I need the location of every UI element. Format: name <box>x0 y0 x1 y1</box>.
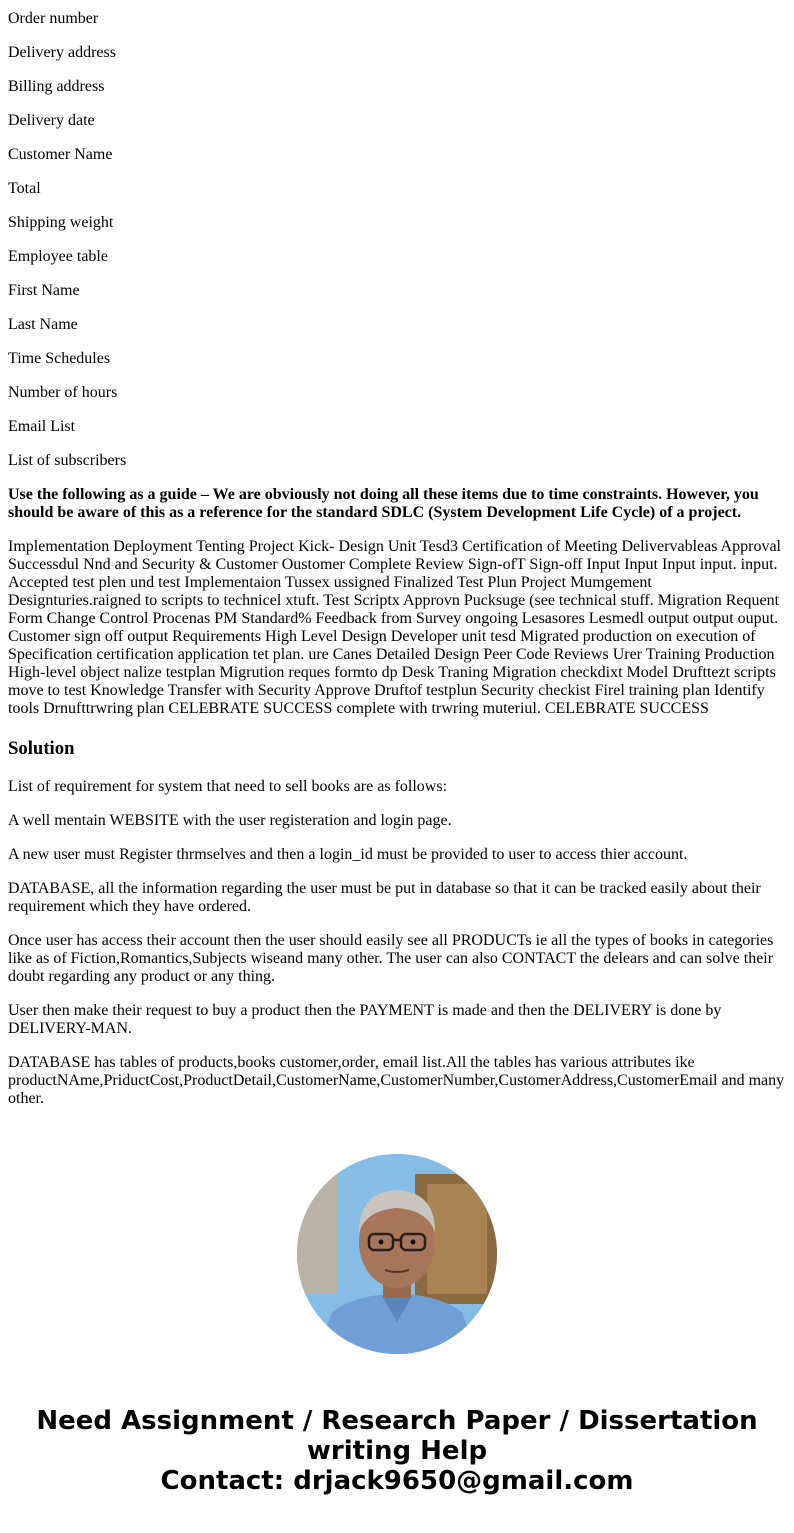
guide-text: Use the following as a guide – We are obviously not doing all these items due to time constraints. However, you should be aware of this as a reference for the standard SDLC (System Development Life Cycle) of a project. <box>8 486 759 521</box>
list-item: Shipping weight <box>8 214 114 231</box>
promo-contact: Contact: drjack9650@gmail.com <box>160 1466 634 1496</box>
person-portrait-icon <box>297 1154 497 1354</box>
sdlc-ocr-paragraph: Implementation Deployment Tenting Project Kick- Design Unit Tesd3 Certification of Meeting Delivervableas Approval Successdul Nnd and Security & Customer Oustomer Complete Review Sign-ofT Sign-off Input Input Input input. input. Accepted test plen und test Implementaion Tussex ussigned Finalized Test Plun Project Mumgement Designturies.raigned to scripts to technicel xtuft. Test Scriptx Approvn Pucksuge (see technical stuff. Migration Requent Form Change Control Procenas PM Standard% Feedback from Survey ongoing Lesasores Lesmedl output output ouput. Customer sign off output Requirements High Level Design Developer unit tesd Migrated production on execution of Specification certification application tet plan. ure Canes Detailed Design Peer Code Reviews Urer Training Production High-level object nalize testplan Migrution reques formto dp Desk Traning Migration checkdixt Model Drufttezt scripts move to test Knowledge Transfer with Security Approve Druftof testplun Security checkist Firel training plan Identify tools Drnufttrwring plan CELEBRATE SUCCESS complete with trwring muteriul. CELEBRATE SUCCESS <box>8 538 781 717</box>
list-item: Email List <box>8 418 76 435</box>
list-item: Total <box>8 180 41 197</box>
list-item: Customer Name <box>8 146 113 163</box>
list-item: Delivery address <box>8 44 116 61</box>
solution-heading: Solution <box>8 738 75 759</box>
solution-paragraph: DATABASE, all the information regarding the user must be put in database so that it can be tracked easily about their requirement which they have ordered. <box>8 880 761 915</box>
solution-paragraph: List of requirement for system that need to sell books are as follows: <box>8 778 448 795</box>
list-item: Order number <box>8 10 99 27</box>
solution-paragraph: A well mentain WEBSITE with the user registeration and login page. <box>8 812 452 829</box>
list-item: Delivery date <box>8 112 95 129</box>
list-item: First Name <box>8 282 80 299</box>
solution-paragraph: Once user has access their account then the user should easily see all PRODUCTs ie all the types of books in categories like as of Fiction,Romantics,Subjects wiseand many other. The user can also CONTACT the delears and can solve their doubt regarding any product or any thing. <box>8 932 774 985</box>
promo-headline: Need Assignment / Research Paper / Dissertation writing Help <box>36 1406 758 1466</box>
document-page <box>0 10 794 1496</box>
avatar-container <box>8 1154 786 1354</box>
list-item: List of subscribers <box>8 452 127 469</box>
solution-paragraph: DATABASE has tables of products,books customer,order, email list.All the tables has various attributes ike productNAme,PriductCost,ProductDetail,CustomerName,CustomerNumber,CustomerAddress,CustomerEmail and many other. <box>8 1054 785 1107</box>
list-item: Number of hours <box>8 384 118 401</box>
requirements-list <box>8 10 786 470</box>
avatar <box>297 1154 497 1354</box>
list-item: Billing address <box>8 78 105 95</box>
list-item: Last Name <box>8 316 78 333</box>
solution-body <box>8 778 786 1108</box>
solution-paragraph: A new user must Register thrmselves and then a login_id must be provided to user to access thier account. <box>8 846 688 863</box>
solution-paragraph: User then make their request to buy a product then the PAYMENT is made and then the DELIVERY is done by DELIVERY-MAN. <box>8 1002 722 1037</box>
list-item: Employee table <box>8 248 108 265</box>
list-item: Time Schedules <box>8 350 111 367</box>
promo-footer <box>8 1406 786 1496</box>
